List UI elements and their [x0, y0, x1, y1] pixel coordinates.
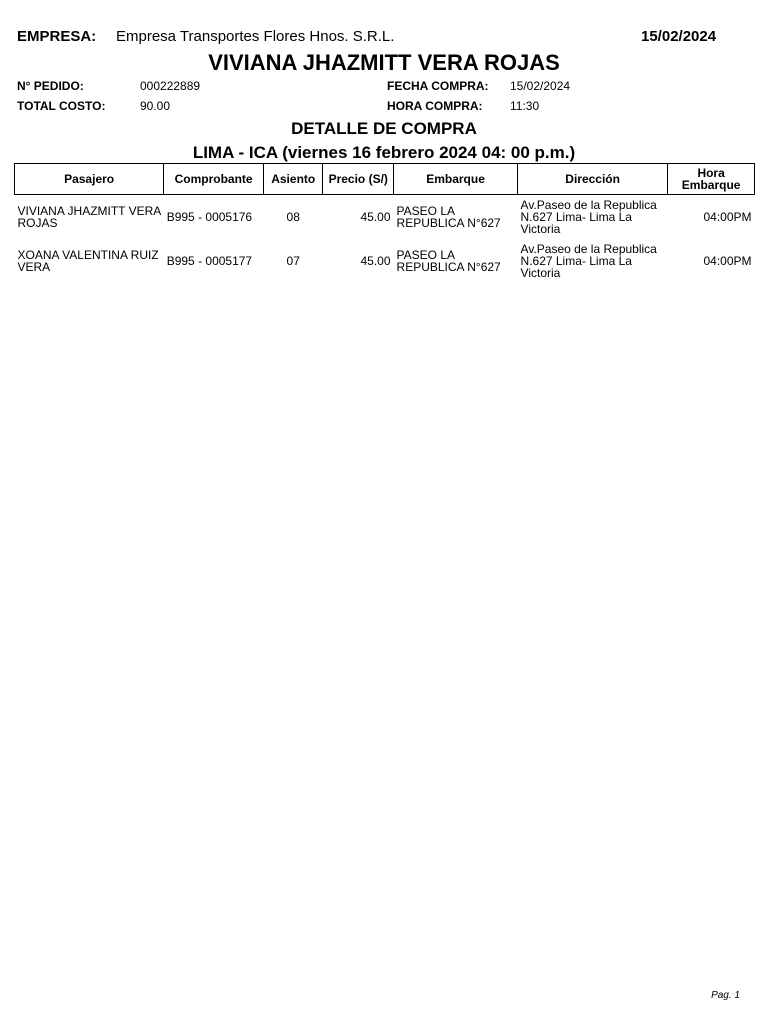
- cell-pasajero: VIVIANA JHAZMITT VERA ROJAS: [17, 204, 161, 230]
- col-header-hora-embarque: Hora Embarque: [668, 164, 755, 195]
- cell-pasajero: XOANA VALENTINA RUIZ VERA: [17, 248, 159, 274]
- cell-hora-embarque: 04:00PM: [703, 254, 752, 268]
- pedido-value: 000222889: [140, 79, 201, 93]
- fecha-compra-value: 15/02/2024: [510, 79, 571, 93]
- header-date: 15/02/2024: [641, 28, 717, 45]
- empresa-label: EMPRESA:: [17, 28, 97, 45]
- empresa-value: Empresa Transportes Flores Hnos. S.R.L.: [116, 28, 395, 45]
- cell-precio: 45.00: [360, 210, 391, 224]
- table-row: [15, 195, 755, 240]
- col-header-comprobante: Comprobante: [164, 164, 264, 195]
- total-costo-value: 90.00: [140, 99, 171, 113]
- col-header-direccion: Dirección: [518, 164, 668, 195]
- table-header-row: [15, 164, 755, 195]
- cell-embarque: PASEO LA REPUBLICA N°627: [396, 204, 501, 230]
- col-header-asiento: Asiento: [264, 164, 323, 195]
- page-number: Pag. 1: [711, 990, 740, 1001]
- hora-compra-label: HORA COMPRA:: [387, 99, 483, 113]
- cell-embarque: PASEO LA REPUBLICA N°627: [396, 248, 501, 274]
- fecha-compra-label: FECHA COMPRA:: [387, 79, 489, 93]
- total-costo-label: TOTAL COSTO:: [17, 99, 106, 113]
- purchase-detail-table: [14, 163, 755, 283]
- client-name-title: VIVIANA JHAZMITT VERA ROJAS: [208, 50, 560, 75]
- cell-direccion: Av.Paseo de la Republica N.627 Lima- Lima La Victoria: [520, 242, 657, 280]
- table-row: [15, 239, 755, 283]
- cell-hora-embarque: 04:00PM: [703, 210, 752, 224]
- hora-compra-value: 11:30: [510, 99, 540, 113]
- section-title: DETALLE DE COMPRA: [291, 119, 477, 138]
- cell-precio: 45.00: [360, 254, 391, 268]
- cell-asiento: 07: [286, 254, 300, 268]
- col-header-precio: Precio (S/): [323, 164, 394, 195]
- cell-comprobante: B995 - 0005176: [166, 210, 253, 224]
- col-header-pasajero: Pasajero: [15, 164, 164, 195]
- pedido-label: N° PEDIDO:: [17, 79, 84, 93]
- route-title: LIMA - ICA (viernes 16 febrero 2024 04: 00 p.m.): [192, 143, 576, 162]
- col-header-embarque: Embarque: [394, 164, 518, 195]
- cell-comprobante: B995 - 0005177: [166, 254, 253, 268]
- cell-asiento: 08: [286, 210, 300, 224]
- cell-direccion: Av.Paseo de la Republica N.627 Lima- Lima La Victoria: [520, 198, 657, 236]
